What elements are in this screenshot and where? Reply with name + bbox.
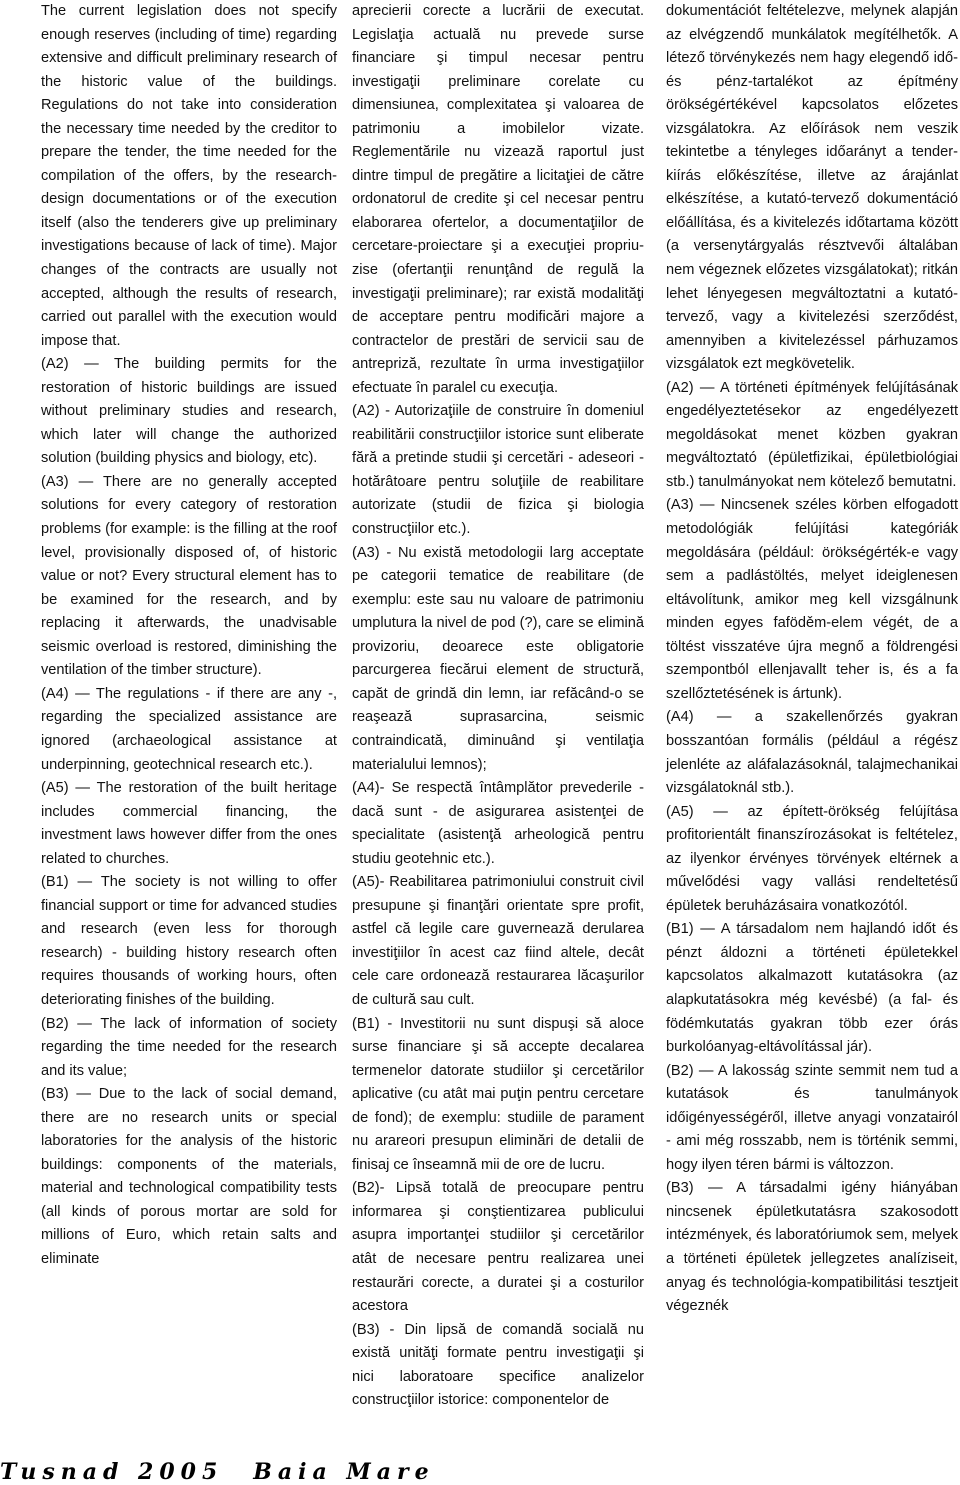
hungarian-text-column [666, 0, 958, 1319]
english-paragraph: (B3) — Due to the lack of social demand, there are no research units or special laboratories for the analysis of the historic buildings: components of the materials, material and technological compatibility tests (all kinds of porous mortar are sold for millions of Euro, which retain salts and eliminate [41, 1086, 337, 1267]
hungarian-paragraph: (B2) — A lakosság szinte semmit nem tud a kutatások és tanulmányok időigényességéről, illetve anyagi vonzatairól - ami még rosszabb, nem is történik semmi, hogy ilyen téren bármi is változzon. [666, 1062, 958, 1173]
english-paragraph: (A5) — The restoration of the built heritage includes commercial financing, the investment laws however differ from the ones related to churches. [41, 780, 337, 867]
hungarian-paragraph: (A3) — Nincsenek széles körben elfogadott metodológiák felújítási kategóriák megoldására (például: örökségérték-e vagy sem a padlástöltés, melyet ideiglenesen eltávolítunk, amikor meg kell vizsgálnunk minden egyes faföděm-elem végét, de a töltést visszatéve újra megnő a földrengési szempontból ellenjavallt teher is, és a fa szellőztetésének is ártunk). [666, 497, 958, 702]
hungarian-paragraph: dokumentációt feltételezve, melynek alapján az elvégzendő munkálatok megítélhetők. A létező törvénykezés nem hagy elegendő idő- és pénz-tartalékot az építmény örökségértékével kapcsolatos előzetes vizsgálatokra. Az előírások nem veszik tekintetbe a tényleges időarányt a tender-kiírás előkészítése, illetve az árajánlat elkészítése, a kutató-tervező dokumentáció előállítása, és a kivitelezés időtartama között (a versenytárgyalás résztvevői általában nem végeznek előzetes vizsgálatokat); ritkán lehet lényegesen megváltoztatni a kutató-tervező, vagy a kivitelezési szerződést, amennyiben a kivitelezéssel párhuzamos vizsgálatok ezt megkövetelik. [666, 3, 958, 373]
english-paragraph: (B2) — The lack of information of society regarding the time needed for the research and its value; [41, 1015, 337, 1079]
hungarian-paragraph: (A2) — A történeti építmények felújításának engedélyeztetésekor az engedélyezett megoldásokat menet közben gyakran megváltoztató (épületfizikai, épületbiológiai stb.) tanulmányokat nem kötelező bemutatni. [666, 379, 958, 490]
romanian-paragraph: (B2)- Lipsă totală de preocupare pentru informarea şi conştientizarea publicului asupra importanţei studiilor şi cercetărilor atât de necesare pentru realizarea unei restaurări corecte, a duratei şi a costurilor acestora [352, 1180, 644, 1315]
romanian-paragraph: (A5)- Reabilitarea patrimoniului construit civil presupune şi finanţări orientate spre profit, astfel că legile care guvernează derularea investiţiilor în acest caz fiind altele, decât cele care ordonează restaurarea lăcaşurilor de cultură sau cult. [352, 874, 644, 1008]
romanian-paragraph: aprecierii corecte a lucrării de executat. Legislaţia actuală nu prevede surse financiare şi timpul necesar pentru investigaţii preliminare corelate cu dimensiunea, complexitatea şi valoarea de patrimoniu a imobilelor vizate. Reglementările nu vizează raportul just dintre timpul de pregătire a licitaţiei de către ordonatorul de credite şi cel necesar pentru elaborarea ofertelor, a documentaţiilor de cercetare-proiectare şi a execuţiei propriu-zise (ofertanţii renunţând de regulă la investigaţii preliminare); rar există modalităţi de acceptare pentru modificări majore a contractelor de prestări de servicii sau de antrepriză, rezultate în urma investigaţiilor efectuate în paralel cu execuţia. [352, 3, 644, 396]
footer-location: Baia Mare [253, 1459, 435, 1485]
hungarian-paragraph: (B3) — A társadalmi igény hiányában nincsenek épületkutatásra szakosodott intézmények, és laboratóriumok sem, melyek a történeti épületek jellegzetes analíziseit, anyag és technológia-kompatibilitási tesztjeit végeznék [666, 1180, 958, 1315]
english-text-column [41, 0, 337, 1272]
footer-event: Tusnad 2005 [0, 1459, 224, 1485]
hungarian-paragraph: (A4) — a szakellenőrzés gyakran bosszantóan formális (például a régész jelenléte az aláfalazásoknál, talajmechanikai vizsgálatoknál stb.). [666, 709, 958, 797]
romanian-text-column [352, 0, 644, 1413]
english-paragraph: The current legislation does not specify enough reserves (including of time) regarding extensive and difficult preliminary research of the historic value of the buildings. Regulations do not take into consideration the necessary time needed by the creditor to prepare the tender, the time needed for the compilation of the offers, by the research-design documentations or of the execution itself (also the tenderers give up preliminary investigations because of lack of time). Major changes of the contracts are usually not accepted, although the results of research, carried out parallel with the execution would impose that. [41, 3, 337, 349]
romanian-paragraph: (A4)- Se respectă întâmplător prevederile - dacă sunt - de asigurarea asistenţei de specialitate (asistenţă arheologică pentru studiu geotehnic etc.). [352, 780, 644, 867]
page-footer [0, 1460, 435, 1484]
hungarian-paragraph: (A5) — az épített-örökség felújítása profitorientált finanszírozásokat is feltételez, az ilyenkor érvényes törvények eltérnek a művelődési vagy vallási rendeltetésű épületek beruházásaira vonatkozótól. [666, 803, 958, 914]
english-paragraph: (B1) — The society is not willing to offer financial support or time for advanced studies and research (even less for thorough research) - building history research often requires thousands of working hours, often deteriorating finishes of the building. [41, 874, 337, 1008]
romanian-paragraph: (B3) - Din lipsă de comandă socială nu există unităţi formate pentru investigaţii şi nici laboratoare specifice analizelor construcţiilor istorice: componentelor de [352, 1321, 644, 1409]
english-paragraph: (A4) — The regulations - if there are any -, regarding the specialized assistance are ignored (archaeological assistance at underpinning, geotechnical research etc.). [41, 685, 337, 773]
romanian-paragraph: (A2) - Autorizaţiile de construire în domeniul reabilitării construcţiilor istorice sunt eliberate fără a pretinde studii şi cercetări - adeseori - hotărâtoare pentru soluţiile de reabilitare autorizate (studii de fizica şi biologia construcţiilor etc.). [352, 403, 644, 538]
english-paragraph: (A3) — There are no generally accepted solutions for every category of restoration problems (for example: is the filling at the roof level, provisionally disposed of, of historic value or not? Every structural element has to be examined for the research, and by replacing it afterwards, the unadvisable seismic overload is restored, diminishing the ventilation of the timber structure). [41, 473, 337, 679]
romanian-paragraph: (B1) - Investitorii nu sunt dispuşi să aloce surse financiare şi să accepte decalarea termenelor datorate studiilor şi cercetărilor aplicative (cu atât mai puţin pentru cercetare de fond); de exemplu: studiile de parament nu arareori presupun eliminări de detalii de finisaj ce înseamnă mii de ore de lucru. [352, 1015, 644, 1173]
romanian-paragraph: (A3) - Nu există metodologii larg acceptate pe categorii tematice de reabilitare (de exemplu: este sau nu valoare de patrimoniu umplutura la nivel de pod (?), care se elimină provizoriu, deoarece este obligatorie parcurgerea fiecărui element de structură, capăt de grindă din lemn, iar refăcând-o se reaşează suprasarcina, seismic contraindicată, diminuând şi ventilaţia materialului lemnos); [352, 544, 644, 773]
hungarian-paragraph: (B1) — A társadalom nem hajlandó időt és pénzt áldozni a történeti épületekkel kapcsolatos alkalmazott kutatásokra (az alapkutatásokra még kevésbé) (a fal- és födémkutatás gyakran több ezer órás burkolóanyag-eltávolítással jár). [666, 921, 958, 1056]
english-paragraph: (A2) — The building permits for the restoration of historic buildings are issued without preliminary studies and research, which later will change the authorized solution (building physics and biology, etc). [41, 356, 337, 467]
